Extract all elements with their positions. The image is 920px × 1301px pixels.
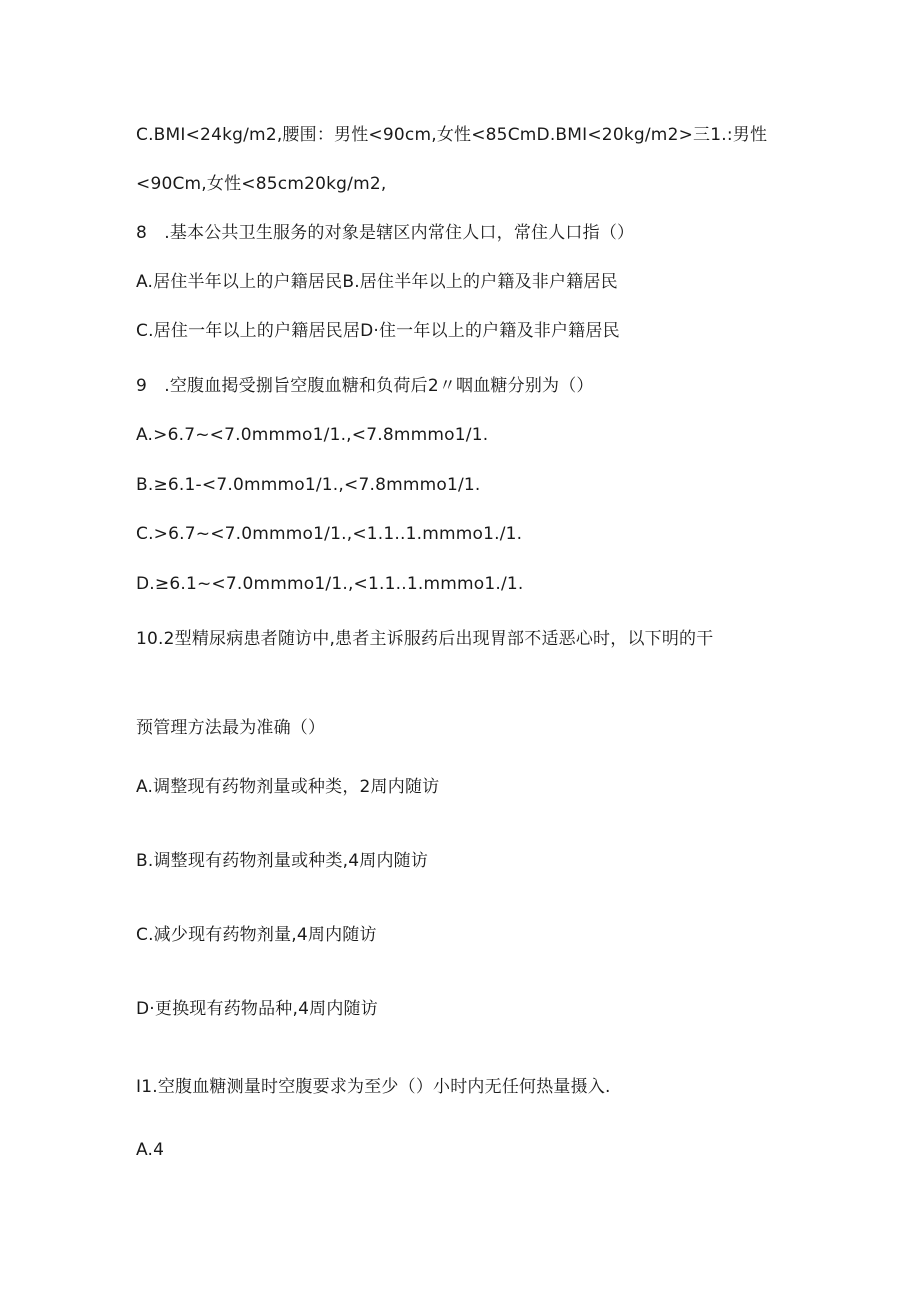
q10-option-a: A.调整现有药物剂量或种类，2周内随访 <box>136 777 440 797</box>
q9-option-c: C.>6.7~<7.0mmmo1∕1.,<1.1..1.mmmo1./1. <box>136 524 523 544</box>
question-9: 9 .空腹血掲受捌旨空腹血糖和负荷后2〃咽血糖分别为（） <box>136 376 594 396</box>
q9-option-d: D.≥6.1~<7.0mmmo1∕1.,<1.1..1.mmmo1./1. <box>136 574 524 594</box>
q10-option-c: C.减少现有药物剂量,4周内随访 <box>136 925 377 945</box>
q8-option-ab: A.居住半年以上的户籍居民B.居住半年以上的户籍及非户籍居民 <box>136 272 618 292</box>
q7-option-cd-line1: C.BMI<24kg∕m2,腰围：男性<90cm,女性<85CmD.BMI<20kg∕m2>三1.:男性 <box>136 125 768 145</box>
q8-option-cd: C.居住一年以上的户籍居民居D·住一年以上的户籍及非户籍居民 <box>136 321 620 341</box>
q9-option-b: B.≥6.1-<7.0mmmo1∕1.,<7.8mmmo1∕1. <box>136 475 481 495</box>
q7-option-cd-line2: <90Cm,女性<85cm20kg∕m2, <box>136 174 387 194</box>
question-10-line2: 预管理方法最为准确（） <box>136 718 326 738</box>
q10-option-d: D·更换现有药物品种,4周内随访 <box>136 999 378 1019</box>
question-8: 8 .基本公共卫生服务的对象是辖区内常住人口，常住人口指（） <box>136 223 635 243</box>
q9-option-a: A.>6.7~<7.0mmmo1∕1.,<7.8mmmo1∕1. <box>136 425 489 445</box>
question-11: I1.空腹血糖测量时空腹要求为至少（）小时内无任何热量摄入. <box>136 1077 611 1097</box>
q11-option-a: A.4 <box>136 1140 165 1160</box>
q10-option-b: B.调整现有药物剂量或种类,4周内随访 <box>136 851 429 871</box>
question-10-line1: 10.2型精尿病患者随访中,患者主诉服药后出现胃部不适恶心时，以下明的干 <box>136 629 714 649</box>
